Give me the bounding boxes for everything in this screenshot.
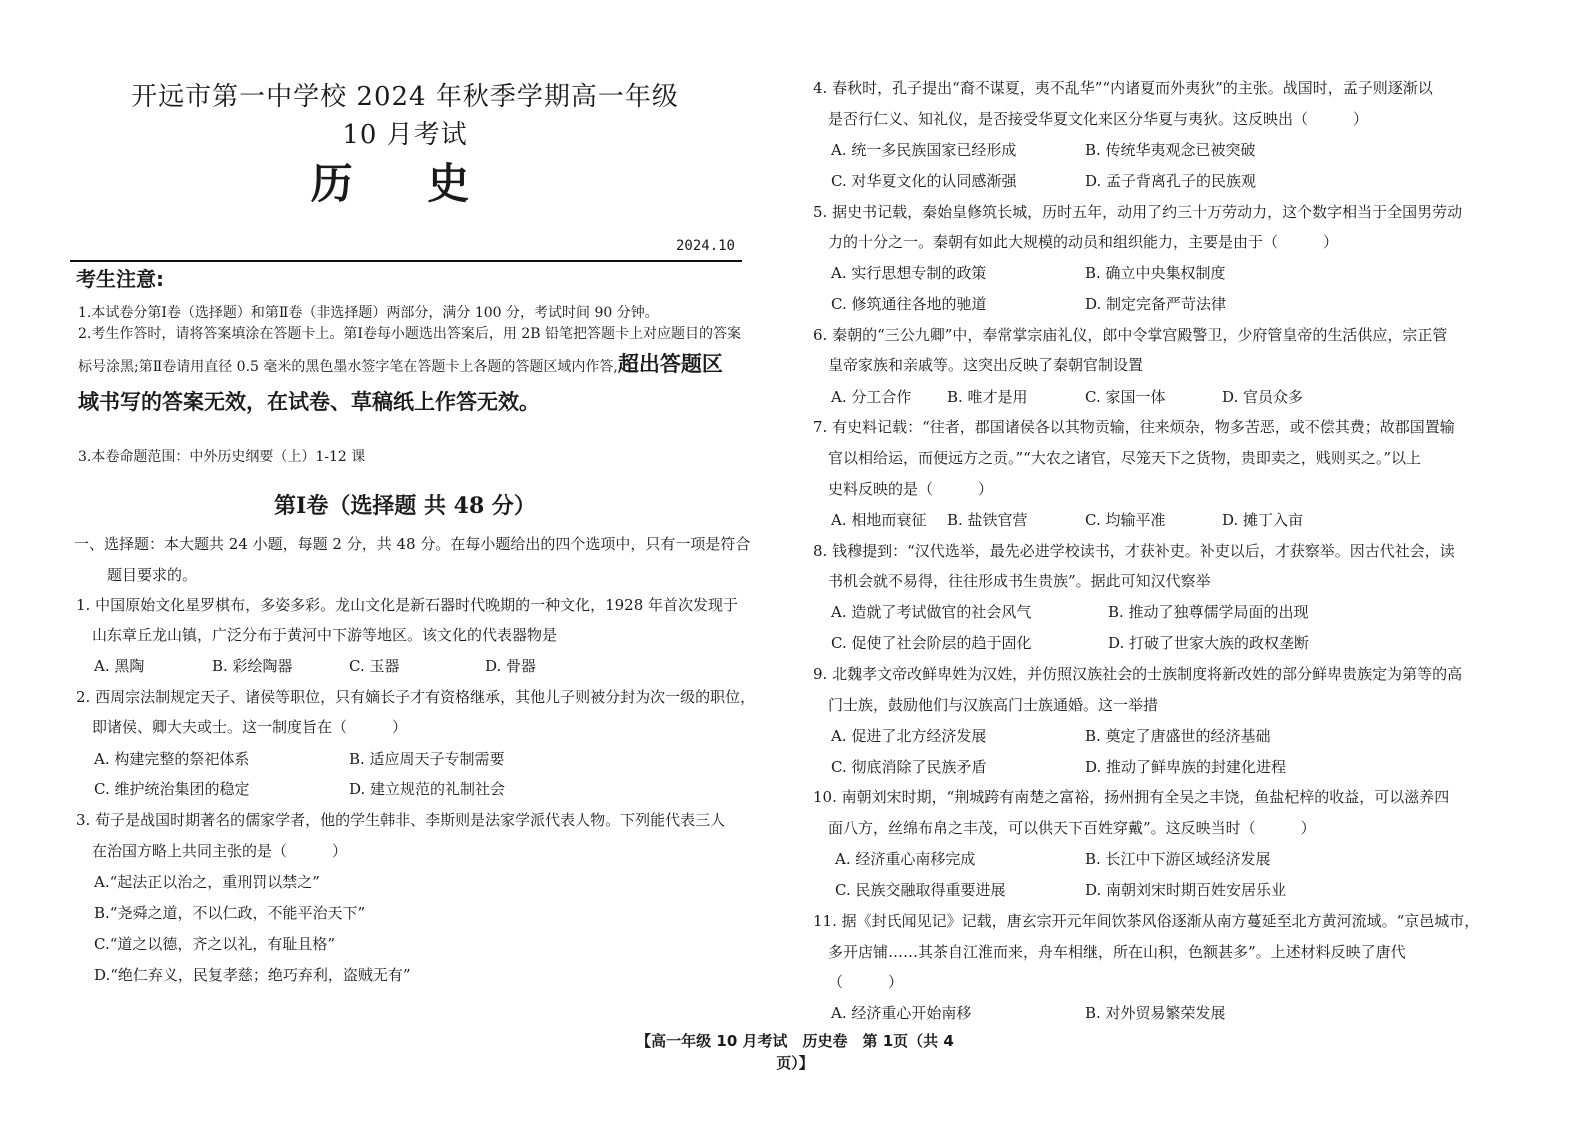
question-11-stem-line1: 11. 据《封氏闻见记》记载，唐玄宗开元年间饮茶风俗逐渐从南方蔓延至北方黄河流域。“京邑城市， [813,912,1480,930]
question-7-stem-line3: 史料反映的是（ ） [828,480,994,498]
question-4-stem-line2: 是否行仁义、知礼仪，是否接受华夏文化来区分华夏与夷狄。这反映出（ ） [828,110,1369,128]
question-8-stem-line1: 8. 钱穆提到：“汉代选举，最先必进学校读书，才获补吏。补吏以后，才获察举。因古代社会，读 [813,542,1455,560]
notice-item-2-text: 2.考生作答时，请将答案填涂在答题卡上。第Ⅰ卷每小题选出答案后，用 2B 铅笔把答题卡上对应题目的答案标号涂黑;第Ⅱ卷请用直径 0.5 毫米的黑色墨水签字笔在答题卡上各题的答题区域内作答, [78,326,741,375]
exam-title-line1: 开远市第一中学校 2024 年秋季学期高一年级 [131,82,679,112]
question-5-option-b: B. 确立中央集权制度 [1085,264,1226,282]
question-5-option-c: C. 修筑通往各地的驰道 [831,295,987,313]
subject-title: 历 史 [310,159,500,208]
question-10-option-a: A. 经济重心南移完成 [835,850,976,868]
question-7-option-c: C. 均输平准 [1085,511,1166,529]
question-5-stem-line2: 力的十分之一。秦朝有如此大规模的动员和组织能力，主要是由于（ ） [828,233,1339,251]
question-7-option-a: A. 相地而衰征 [831,511,927,529]
question-8-option-b: B. 推动了独尊儒学局面的出现 [1108,603,1309,621]
question-2-option-c: C. 维护统治集团的稳定 [94,780,250,798]
question-8-stem-line2: 书机会就不易得，往往形成书生贵族”。据此可知汉代察举 [828,572,1211,590]
question-3-option-a: A.“起法正以治之，重刑罚以禁之” [94,873,320,891]
question-8-option-d: D. 打破了世家大族的政权垄断 [1108,634,1310,652]
question-9-option-a: A. 促进了北方经济发展 [831,727,987,745]
question-8-option-c: C. 促使了社会阶层的趋于固化 [831,634,1032,652]
notice-heading: 考生注意: [76,267,164,291]
question-1-option-a: A. 黑陶 [94,657,145,675]
question-11-stem-line3: （ ） [828,973,904,991]
notice-item-1: 1.本试卷分第Ⅰ卷（选择题）和第Ⅱ卷（非选择题）两部分，满分 100 分，考试时间 90 分钟。 [78,305,659,321]
question-1-stem-line2: 山东章丘龙山镇，广泛分布于黄河中下游等地区。该文化的代表器物是 [92,626,558,644]
question-4-option-d: D. 孟子背离孔子的民族观 [1085,172,1257,190]
question-9-stem-line1: 9. 北魏孝文帝改鲜卑姓为汉姓，并仿照汉族社会的士族制度将新改姓的部分鲜卑贵族定为第等的高 [813,665,1463,683]
question-5-option-a: A. 实行思想专制的政策 [831,264,987,282]
question-4-option-b: B. 传统华夷观念已被突破 [1085,141,1256,159]
exam-title-line2: 10 月考试 [342,120,468,150]
question-5-option-d: D. 制定完备严苛法律 [1085,295,1227,313]
notice-item-2-emphasis: 超出答题区域书写的答案无效，在试卷、草稿纸上作答无效。 [78,352,723,414]
question-11-option-b: B. 对外贸易繁荣发展 [1085,1004,1226,1022]
question-6-option-d: D. 官员众多 [1222,388,1304,406]
section-title: 第Ⅰ卷（选择题 共 48 分） [274,493,536,519]
question-1-option-b: B. 彩绘陶器 [212,657,293,675]
question-9-stem-line2: 门士族，鼓励他们与汉族高门士族通婚。这一举措 [828,696,1159,714]
question-7-option-d: D. 摊丁入亩 [1222,511,1304,529]
question-8-option-a: A. 造就了考试做官的社会风气 [831,603,1032,621]
question-3-stem-line2: 在治国方略上共同主张的是（ ） [92,842,348,860]
question-10-stem-line2: 面八方，丝绵布帛之丰茂，可以供天下百姓穿戴”。这反映当时（ ） [828,819,1316,837]
question-9-option-c: C. 彻底消除了民族矛盾 [831,758,987,776]
notice-item-3: 3.本卷命题范围：中外历史纲要（上）1-12 课 [78,449,366,465]
question-6-option-b: B. 唯才是用 [947,388,1028,406]
section-instruction-line1: 一、选择题：本大题共 24 小题，每题 2 分，共 48 分。在每小题给出的四个选项中，只有一项是符合 [74,535,751,553]
question-10-option-d: D. 南朝刘宋时期百姓安居乐业 [1085,881,1287,899]
question-1-stem-line1: 1. 中国原始文化星罗棋布，多姿多彩。龙山文化是新石器时代晚期的一种文化，1928 年首次发现于 [76,596,739,614]
question-10-option-c: C. 民族交融取得重要进展 [835,881,1006,899]
question-6-option-c: C. 家国一体 [1085,388,1166,406]
header-divider [70,260,742,262]
question-6-stem-line2: 皇帝家族和亲戚等。这突出反映了秦朝官制设置 [828,356,1144,374]
question-2-option-a: A. 构建完整的祭祀体系 [94,750,250,768]
question-3-stem-line1: 3. 荀子是战国时期著名的儒家学者，他的学生韩非、李斯则是法家学派代表人物。下列能代表三人 [76,811,726,829]
question-7-option-b: B. 盐铁官营 [947,511,1028,529]
question-7-stem-line1: 7. 有史料记载：“往者，郡国诸侯各以其物贡输，往来烦杂，物多苦恶，或不偿其费；故郡国置输 [813,418,1455,436]
question-2-option-d: D. 建立规范的礼制社会 [349,780,506,798]
footer-line2: 页）】 [776,1054,814,1072]
exam-date: 2024.10 [675,238,735,254]
question-4-stem-line1: 4. 春秋时，孔子提出“裔不谋夏，夷不乱华”“内诸夏而外夷狄”的主张。战国时，孟子则逐渐以 [813,79,1433,97]
question-10-stem-line1: 10. 南朝刘宋时期，“荆城跨有南楚之富裕，扬州拥有全吴之丰饶，鱼盐杞梓的收益，可以滋养四 [813,788,1450,806]
question-7-stem-line2: 官以相给运，而便远方之贡。”“大农之诸官，尽笼天下之货物，贵即卖之，贱则买之。”以上 [828,449,1422,467]
footer-line1: 【高一年级 10 月考试 历史卷 第 1页（共 4 [636,1032,954,1050]
question-3-option-d: D.“绝仁弃义，民复孝慈；绝巧弃利，盗贼无有” [94,966,411,984]
question-2-stem-line2: 即诸侯、卿大夫或士。这一制度旨在（ ） [92,718,408,736]
question-5-stem-line1: 5. 据史书记载，秦始皇修筑长城，历时五年，动用了约三十万劳动力，这个数字相当于全国男劳动 [813,203,1463,221]
question-9-option-b: B. 奠定了唐盛世的经济基础 [1085,727,1271,745]
question-11-stem-line2: 多开店铺……其茶自江淮而来，舟车相继，所在山积，色额甚多”。上述材料反映了唐代 [828,943,1406,961]
question-4-option-a: A. 统一多民族国家已经形成 [831,141,1017,159]
notice-item-2 [78,323,742,421]
question-6-option-a: A. 分工合作 [831,388,912,406]
question-3-option-b: B.“尧舜之道，不以仁政，不能平治天下” [94,904,366,922]
question-2-option-b: B. 适应周天子专制需要 [349,750,505,768]
question-10-option-b: B. 长江中下游区域经济发展 [1085,850,1271,868]
question-4-option-c: C. 对华夏文化的认同感渐强 [831,172,1017,190]
question-6-stem-line1: 6. 秦朝的“三公九卿”中，奉常掌宗庙礼仪，郎中令掌宫殿警卫，少府管皇帝的生活供应，宗正管 [813,326,1448,344]
question-1-option-c: C. 玉器 [349,657,400,675]
page-footer [560,1030,1030,1074]
section-instruction-line2: 题目要求的。 [107,566,198,584]
question-9-option-d: D. 推动了鲜卑族的封建化进程 [1085,758,1287,776]
question-1-option-d: D. 骨器 [485,657,537,675]
question-11-option-a: A. 经济重心开始南移 [831,1004,972,1022]
question-2-stem-line1: 2. 西周宗法制规定天子、诸侯等职位，只有嫡长子才有资格继承，其他儿子则被分封为次一级的职位， [76,688,756,706]
question-3-option-c: C.“道之以德，齐之以礼，有耻且格” [94,935,336,953]
